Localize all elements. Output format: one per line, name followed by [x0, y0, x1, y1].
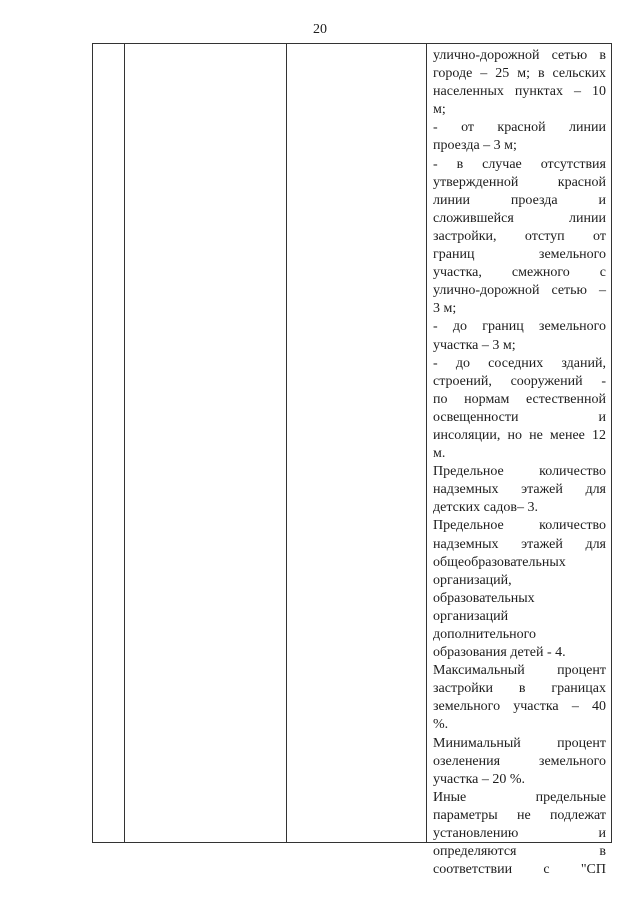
text-line: - от красной линии: [433, 120, 606, 136]
column-divider: [426, 44, 427, 842]
text-line: м;: [433, 102, 446, 118]
text-line: образования детей - 4.: [433, 645, 566, 661]
text-line: надземных этажей для: [433, 536, 606, 552]
text-line: инсоляции, но не менее 12: [433, 427, 606, 443]
text-line: освещенности и: [433, 409, 606, 425]
column-divider: [124, 44, 125, 842]
text-line: участка, смежного с: [433, 265, 606, 281]
text-line: сложившейся линии: [433, 210, 606, 226]
text-line: надземных этажей для: [433, 482, 606, 498]
text-line: определяются в: [433, 844, 606, 860]
text-line: детских садов– 3.: [433, 500, 538, 516]
table-cell-parameters: [433, 47, 606, 879]
text-line: 3 м;: [433, 301, 457, 317]
text-line: установлению и: [433, 826, 606, 842]
text-line: участка – 20 %.: [433, 771, 526, 787]
column-divider: [286, 44, 287, 842]
text-line: Минимальный процент: [433, 735, 606, 751]
text-line: м.: [433, 446, 446, 462]
text-line: строений, сооружений -: [433, 373, 606, 389]
text-line: границ земельного: [433, 247, 606, 263]
text-line: улично-дорожной сетью в: [433, 48, 606, 63]
text-line: улично-дорожной сетью –: [433, 283, 606, 299]
text-line: озеленения земельного: [433, 753, 606, 769]
document-table: [92, 43, 612, 878]
text-line: %.: [433, 717, 449, 733]
text-line: городе – 25 м; в сельских: [433, 66, 606, 82]
text-line: - до соседних зданий,: [433, 355, 606, 371]
text-line: образовательных: [433, 590, 535, 606]
text-line: Иные предельные: [433, 789, 606, 805]
text-line: - до границ земельного: [433, 319, 606, 335]
text-line: по нормам естественной: [433, 391, 606, 407]
text-line: Максимальный процент: [433, 663, 606, 679]
text-line: параметры не подлежат: [433, 807, 606, 823]
text-line: общеобразовательных: [433, 554, 566, 570]
text-line: застройки, отступ от: [433, 228, 606, 244]
text-line: линии проезда и: [433, 192, 606, 208]
text-line: утвержденной красной: [433, 174, 606, 190]
text-line: организаций: [433, 608, 509, 624]
text-line: соответствии с "СП: [433, 862, 606, 878]
text-line: организаций,: [433, 572, 512, 588]
text-line: проезда – 3 м;: [433, 138, 517, 154]
text-line: земельного участка – 40: [433, 699, 606, 715]
text-line: населенных пунктах – 10: [433, 84, 606, 100]
text-line: Предельное количество: [433, 464, 606, 480]
text-line: участка – 3 м;: [433, 337, 516, 353]
text-line: дополнительного: [433, 627, 536, 642]
text-line: Предельное количество: [433, 518, 606, 534]
text-line: застройки в границах: [433, 681, 606, 697]
page-number: 20: [313, 22, 327, 37]
text-line: - в случае отсутствия: [433, 156, 606, 172]
